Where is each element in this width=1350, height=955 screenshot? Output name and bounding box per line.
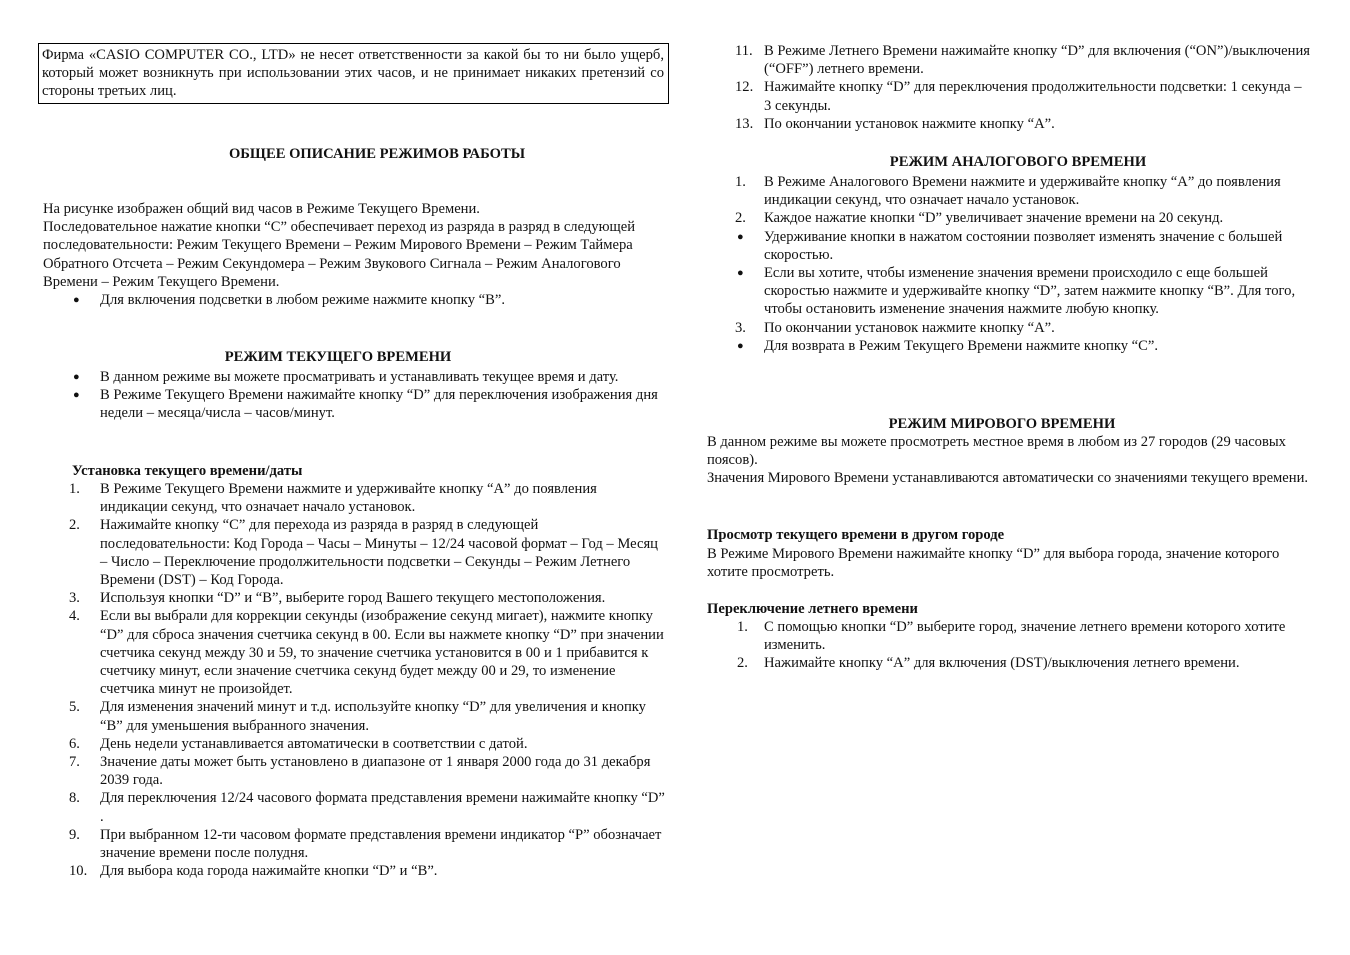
list-item-text: Нажимайте кнопку “C” для перехода из разряда в разряд в следующей последовательности: Код Города – Часы – Минуты – 12/24 часовой формат – Год – Месяц – Число – Переключение продолжительности подсветки – Секунды – Режим Летнего Времени (DST) – Код Города. bbox=[100, 517, 658, 589]
step-number: 10. bbox=[69, 863, 88, 880]
step-number: 12. bbox=[735, 79, 754, 96]
list-item-text: Используя кнопки “D” и “B”, выберите город Вашего текущего местоположения. bbox=[100, 590, 606, 607]
list-item-text: По окончании установок нажмите кнопку “A”. bbox=[764, 115, 1055, 132]
world-para-2: Значения Мирового Времени устанавливаются автоматически со значениями текущего времени. bbox=[707, 470, 1309, 487]
current-steps bbox=[43, 480, 665, 880]
list-item-text: Для переключения 12/24 часового формата представления времени нажимайте кнопку “D” . bbox=[100, 790, 665, 825]
bullet-marker: ● bbox=[73, 371, 80, 383]
list-item bbox=[707, 209, 1312, 227]
list-item-text: Если вы выбрали для коррекции секунды (изображение секунд мигает), нажмите кнопку “D” для сброса значения счетчика секунд в 00. Если вы нажмете кнопку “D” при значении счетчика секунд между 30 и 59, то значение счетчика установится в 00 и 1 прибавится к счетчику минут, если значение счетчика секунд будет между 00 и 29, то изменение счетчика минут не произойдет. bbox=[100, 608, 664, 698]
step-number: 1. bbox=[69, 481, 80, 497]
bullet-marker: ● bbox=[737, 230, 744, 243]
list-item bbox=[43, 607, 665, 698]
list-item bbox=[43, 735, 665, 753]
general-title: ОБЩЕЕ ОПИСАНИЕ РЕЖИМОВ РАБОТЫ bbox=[228, 146, 526, 162]
step-number: 8. bbox=[69, 790, 80, 807]
step-number: 7. bbox=[69, 754, 80, 771]
list-item-text: Нажимайте кнопку “A” для включения (DST)/выключения летнего времени. bbox=[764, 655, 1240, 672]
list-item bbox=[707, 618, 1312, 654]
list-item bbox=[707, 337, 1312, 355]
step-number: 3. bbox=[735, 319, 746, 336]
step-number: 13. bbox=[735, 115, 754, 132]
list-item bbox=[43, 589, 665, 607]
general-para-1: На рисунке изображен общий вид часов в Режиме Текущего Времени. bbox=[43, 201, 480, 217]
list-item bbox=[43, 368, 665, 386]
analog-title: РЕЖИМ АНАЛОГОВОГО ВРЕМЕНИ bbox=[889, 154, 1147, 170]
step-number: 2. bbox=[735, 210, 746, 227]
list-item bbox=[43, 789, 665, 825]
list-item bbox=[707, 319, 1312, 337]
bullet-marker: ● bbox=[737, 339, 744, 352]
list-item-text: При выбранном 12-ти часовом формате представления времени индикатор “P” обозначает значение времени после полудня. bbox=[100, 826, 662, 862]
list-item bbox=[43, 386, 665, 422]
disclaimer-box bbox=[38, 43, 669, 104]
step-number: 1. bbox=[737, 619, 748, 635]
list-item-text: По окончании установок нажмите кнопку “A”. bbox=[764, 319, 1055, 336]
list-item-text: День недели устанавливается автоматически в соответствии с датой. bbox=[100, 735, 528, 752]
list-item-text: Значение даты может быть установлено в диапазоне от 1 января 2000 года до 31 декабря 2039 года. bbox=[100, 754, 651, 789]
step-number: 5. bbox=[69, 699, 80, 716]
step-number: 6. bbox=[69, 735, 80, 752]
general-para-2: Последовательное нажатие кнопки “C” обеспечивает переход из разряда в разряд в следующей последовательности: Режим Текущего Времени – Режим Мирового Времени – Режим Таймера Обратного Отсчета – Режим Секундомера – Режим Звукового Сигнала – Режим Аналогового Времени – Режим Текущего Времени. bbox=[43, 219, 636, 290]
step-number: 2. bbox=[737, 655, 748, 672]
list-item bbox=[43, 291, 665, 309]
bullet-marker: ● bbox=[73, 294, 80, 307]
list-item-text: Удерживание кнопки в нажатом состоянии позволяет изменять значение с большей скоростью. bbox=[764, 228, 1283, 263]
step-number: 4. bbox=[69, 608, 80, 625]
current-bullets bbox=[43, 368, 665, 423]
list-item-text: В Режиме Аналогового Времени нажмите и удерживайте кнопку “A” до появления индикации секунд, что означает начало установок. bbox=[764, 174, 1281, 209]
list-item-text: Каждое нажатие кнопки “D” увеличивает значение времени на 20 секунд. bbox=[764, 210, 1224, 227]
disclaimer-text: Фирма «CASIO COMPUTER CO., LTD» не несет ответственности за какой бы то ни было ущерб, который может возникнуть при использовании этих часов, и не принимает никаких претензий со стороны третьих лиц. bbox=[42, 47, 664, 100]
world-subtitle-2: Переключение летнего времени bbox=[707, 601, 918, 617]
list-item-text: В Режиме Текущего Времени нажимайте кнопку “D” для переключения изображения дня недели – месяца/числа – часов/минут. bbox=[100, 387, 658, 422]
list-item-text: Для выбора кода города нажимайте кнопки “D” и “B”. bbox=[100, 863, 438, 880]
analog-list bbox=[707, 173, 1312, 355]
step-number: 9. bbox=[69, 826, 80, 843]
world-sub1-text: В Режиме Мирового Времени нажимайте кнопку “D” для выбора города, значение которого хотите просмотреть. bbox=[707, 546, 1280, 581]
list-item-text: В Режиме Летнего Времени нажимайте кнопку “D” для включения (“ON”)/выключения (“OFF”) летнего времени. bbox=[764, 43, 1310, 78]
list-item bbox=[707, 115, 1312, 133]
world-title: РЕЖИМ МИРОВОГО ВРЕМЕНИ bbox=[888, 416, 1116, 432]
list-item bbox=[43, 480, 665, 516]
step-number: 3. bbox=[69, 590, 80, 607]
list-item-text: В Режиме Текущего Времени нажмите и удерживайте кнопку “A” до появления индикации секунд, что означает начало установок. bbox=[100, 481, 597, 516]
current-steps-continued bbox=[707, 42, 1312, 133]
general-section bbox=[43, 200, 665, 309]
list-item-text: Для возврата в Режим Текущего Времени нажмите кнопку “C”. bbox=[764, 337, 1159, 354]
list-item bbox=[43, 516, 665, 589]
world-intro bbox=[707, 433, 1312, 488]
list-item bbox=[707, 78, 1312, 114]
step-number: 2. bbox=[69, 517, 80, 534]
list-item-text: В данном режиме вы можете просматривать и устанавливать текущее время и дату. bbox=[100, 369, 619, 385]
bullet-marker: ● bbox=[737, 267, 744, 280]
list-item-text: Для включения подсветки в любом режиме нажмите кнопку “B”. bbox=[100, 292, 505, 309]
list-item bbox=[707, 264, 1312, 319]
world-steps bbox=[707, 618, 1312, 673]
list-item bbox=[707, 173, 1312, 209]
world-para-1: В данном режиме вы можете просмотреть местное время в любом из 27 городов (29 часовых поясов). bbox=[707, 434, 1286, 469]
list-item bbox=[43, 826, 665, 862]
list-item bbox=[707, 42, 1312, 78]
world-subtitle-1: Просмотр текущего времени в другом городе bbox=[707, 527, 1005, 543]
list-item-text: Нажимайте кнопку “D” для переключения продолжительности подсветки: 1 секунда – 3 секунды. bbox=[764, 79, 1302, 114]
list-item-text: Для изменения значений минут и т.д. используйте кнопку “D” для увеличения и кнопку “B” для уменьшения выбранного значения. bbox=[100, 699, 646, 734]
step-number: 11. bbox=[735, 43, 753, 59]
list-item bbox=[707, 654, 1312, 672]
list-item-text: Если вы хотите, чтобы изменение значения времени происходило с еще большей скоростью нажмите и удерживайте кнопку “D”, затем нажмите кнопку “B”. Для того, чтобы остановить изменение значения нажмите любую кнопку. bbox=[764, 265, 1296, 318]
list-item bbox=[43, 753, 665, 789]
list-item-text: С помощью кнопки “D” выберите город, значение летнего времени которого хотите изменить. bbox=[764, 619, 1286, 654]
current-title: РЕЖИМ ТЕКУЩЕГО ВРЕМЕНИ bbox=[224, 349, 452, 365]
list-item bbox=[43, 698, 665, 734]
current-subtitle: Установка текущего времени/даты bbox=[72, 463, 303, 479]
step-number: 1. bbox=[735, 174, 746, 190]
list-item bbox=[43, 862, 665, 880]
list-item bbox=[707, 228, 1312, 264]
bullet-marker: ● bbox=[73, 389, 80, 402]
